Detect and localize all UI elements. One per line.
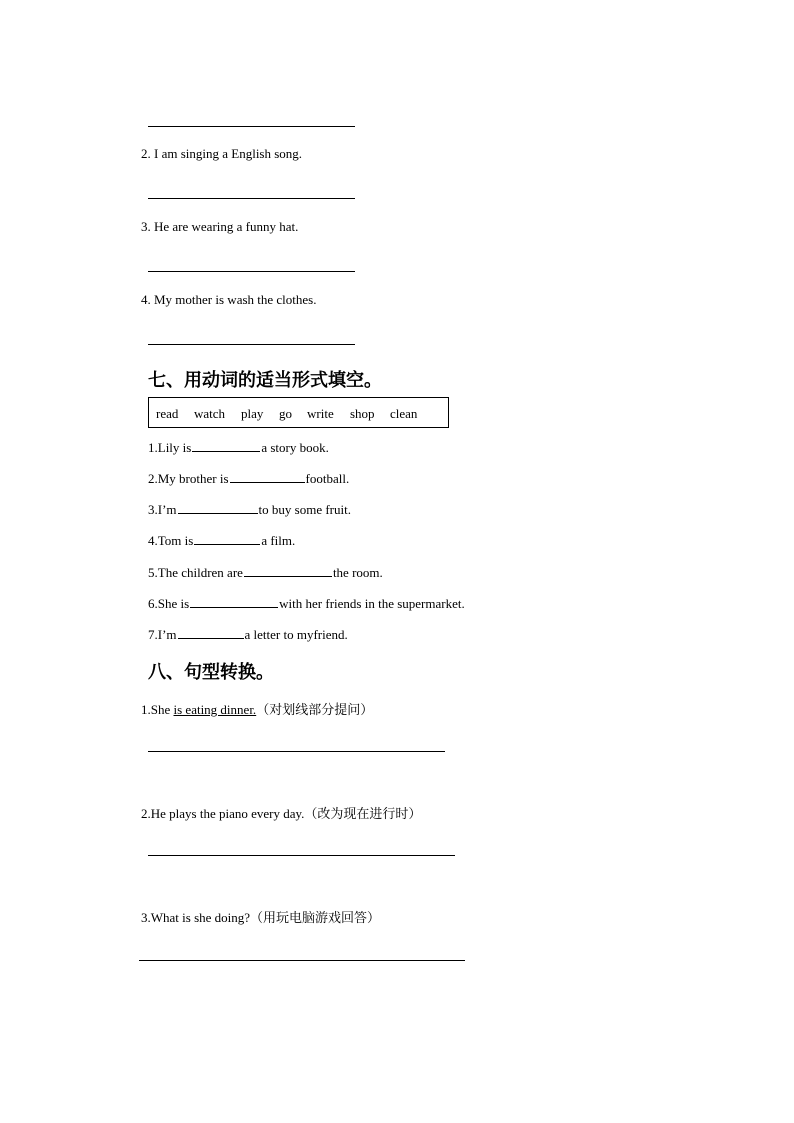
- fill-blank-item: 3.I’m to buy some fruit.: [148, 502, 351, 517]
- exercise-item: 3. He are wearing a funny hat.: [141, 219, 299, 234]
- exercise-item: 2. I am singing a English song.: [141, 146, 303, 161]
- fill-blank-item: 1.Lily is a story book.: [148, 440, 329, 455]
- word-bank-word: shop: [350, 406, 375, 421]
- word-bank-word: watch: [194, 406, 226, 421]
- word-bank-word: clean: [390, 406, 418, 421]
- answer-line[interactable]: [148, 855, 455, 856]
- blank[interactable]: [230, 470, 305, 483]
- blank[interactable]: [178, 626, 244, 639]
- section-heading: 七、用动词的适当形式填空。: [148, 370, 382, 391]
- blank[interactable]: [244, 564, 332, 577]
- blank[interactable]: [190, 595, 278, 608]
- fill-blank-item: 4.Tom is a film.: [148, 533, 296, 548]
- transform-question: 3.What is she doing?（用玩电脑游戏回答）: [141, 910, 381, 926]
- exercise-item: 4. My mother is wash the clothes.: [141, 292, 317, 307]
- word-bank-word: play: [241, 406, 264, 421]
- transform-question: 2.He plays the piano every day.（改为现在进行时）: [141, 806, 422, 822]
- answer-line[interactable]: [148, 751, 445, 752]
- fill-blank-item: 7.I’m a letter to myfriend.: [148, 627, 348, 642]
- blank[interactable]: [178, 501, 258, 514]
- answer-line[interactable]: [139, 960, 465, 961]
- word-bank-word: read: [156, 406, 179, 421]
- answer-line[interactable]: [148, 344, 355, 345]
- fill-blank-item: 2.My brother is football.: [148, 471, 350, 486]
- word-bank: [148, 397, 449, 428]
- blank[interactable]: [192, 439, 260, 452]
- transform-question: 1.She is eating dinner.（对划线部分提问）: [141, 702, 374, 718]
- word-bank-word: go: [279, 406, 292, 421]
- fill-blank-item: 6.She is with her friends in the supermarket.: [148, 596, 465, 611]
- answer-line[interactable]: [148, 198, 355, 199]
- answer-line[interactable]: [148, 126, 355, 127]
- word-bank-word: write: [307, 406, 334, 421]
- section-heading: 八、句型转换。: [148, 662, 274, 683]
- answer-line[interactable]: [148, 271, 355, 272]
- fill-blank-item: 5.The children are the room.: [148, 565, 383, 580]
- blank[interactable]: [194, 532, 260, 545]
- underlined-phrase: is eating dinner.: [173, 702, 257, 717]
